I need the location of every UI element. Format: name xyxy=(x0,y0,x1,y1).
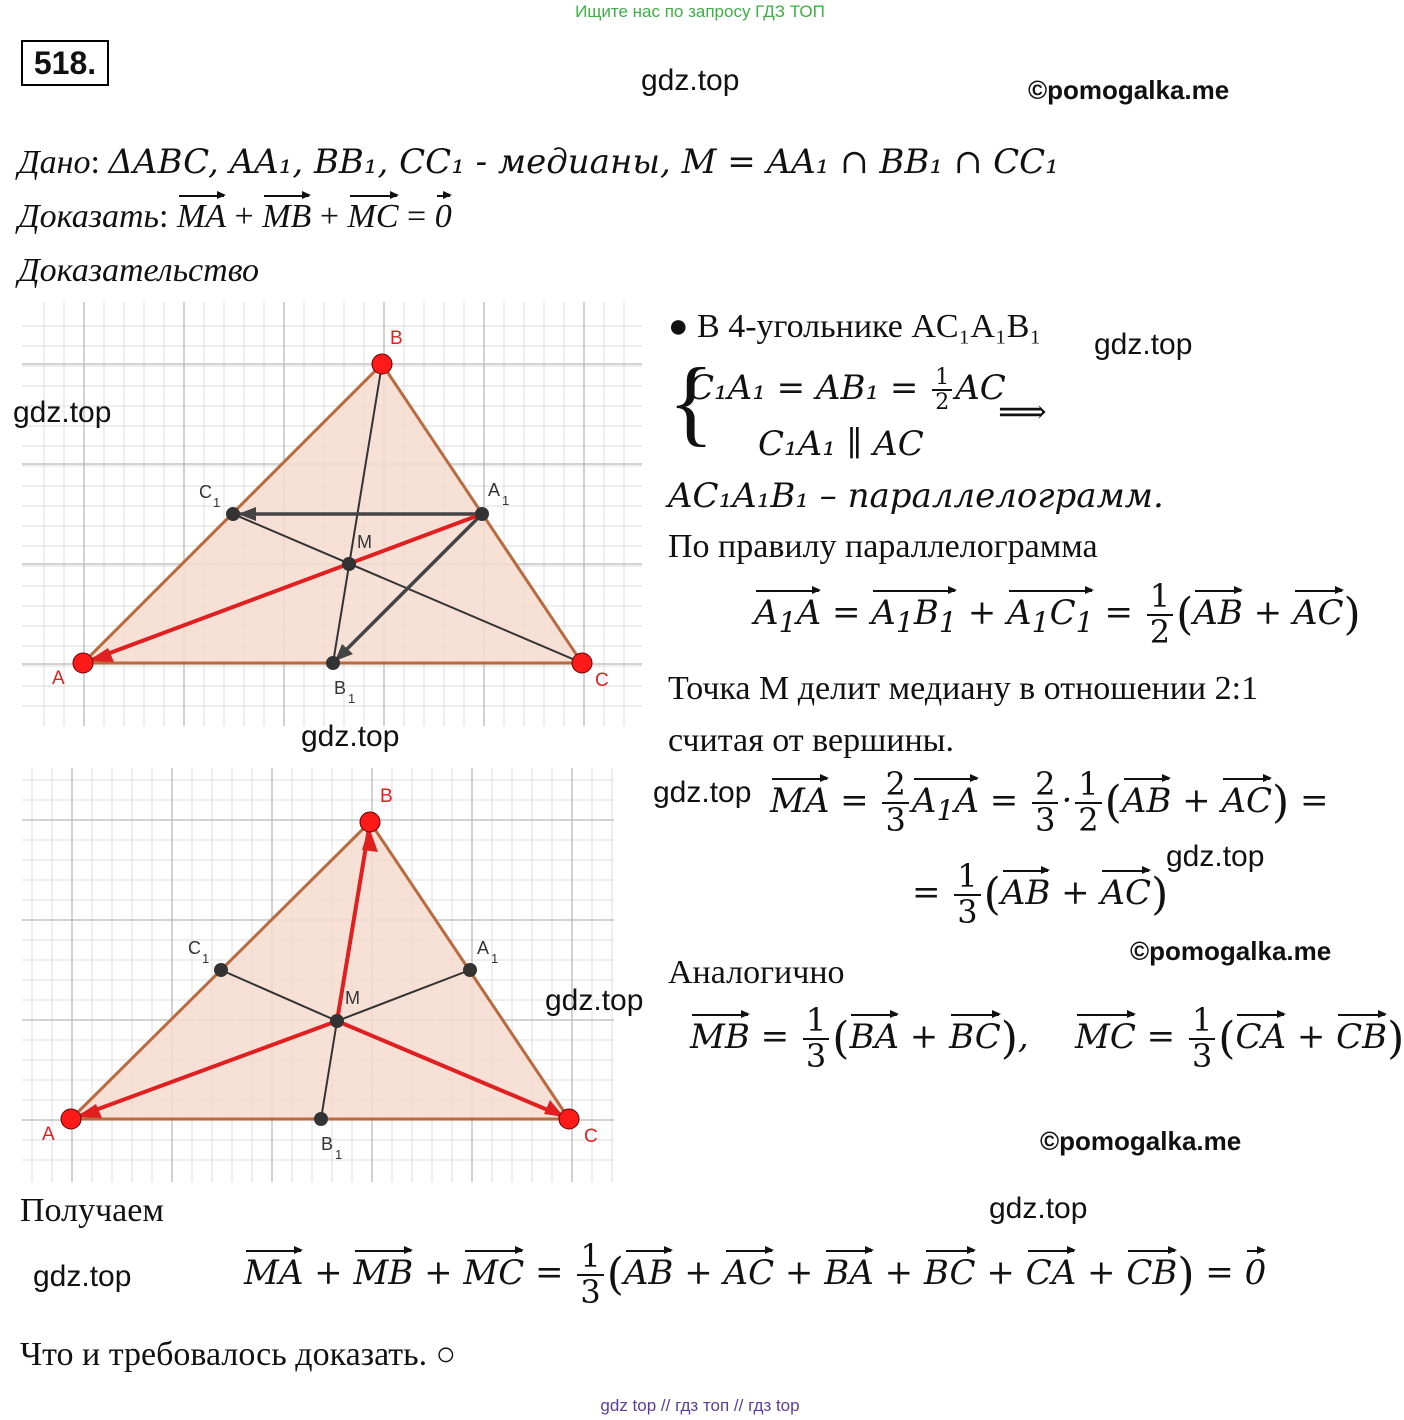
implies-arrow: ⟹ xyxy=(998,394,1047,431)
watermark-gdz: gdz.top xyxy=(301,720,400,753)
watermark-gdz: gdz.top xyxy=(1094,328,1193,361)
formula-final-sum: MA + MB + MC = $\frac{1}{3}$ (AB + AC + BA + BC + CA + CB) = 0 xyxy=(244,1237,1267,1311)
label-c1: C xyxy=(188,938,201,958)
watermark-gdz: gdz.top xyxy=(1166,840,1265,873)
label-a1: A xyxy=(488,480,501,500)
point-c1 xyxy=(226,507,240,521)
label-b1-sub: 1 xyxy=(348,691,356,706)
prove-line: Доказать: MA + MB + MC = 0 xyxy=(18,198,452,235)
label-m: M xyxy=(345,988,360,1008)
label-a1-sub: 1 xyxy=(502,493,510,508)
label-a: A xyxy=(42,1124,55,1145)
quadrilateral-intro xyxy=(668,308,1041,346)
label-c1-sub: 1 xyxy=(213,495,221,510)
label-b: B xyxy=(390,328,403,349)
point-c1 xyxy=(214,963,228,977)
watermark-pomogalka: ©pomogalka.me xyxy=(1130,936,1332,966)
point-a1 xyxy=(475,507,489,521)
formula-a1a: $A_1A = A_1B_1 + A_1C_1$ = $\frac{1}{2}$ (AB + AC) xyxy=(754,577,1361,651)
system-line-2: C₁A₁ ∥ AC xyxy=(758,424,924,464)
proof-label: Доказательство xyxy=(18,252,260,289)
label-b1: B xyxy=(321,1134,334,1154)
quadrilateral-intro-text: ● В 4-угольнике AC₁A₁B₁ xyxy=(668,308,1042,345)
watermark-gdz: gdz.top xyxy=(653,776,752,809)
watermark-gdz: gdz.top xyxy=(33,1260,132,1293)
result-label: Получаем xyxy=(20,1192,164,1229)
point-m xyxy=(330,1014,344,1028)
parallelogram-conclusion xyxy=(668,476,1164,516)
formula-mb: MB = $\frac{1}{3}$ (BA + BC), xyxy=(690,1001,1029,1075)
watermark-gdz: gdz.top xyxy=(545,984,644,1017)
formula-ma-result: = $\frac{1}{3}$ (AB + AC) xyxy=(912,857,1169,931)
label-c1: C xyxy=(199,482,212,502)
point-b1 xyxy=(326,656,340,670)
label-m: M xyxy=(357,532,372,552)
watermark-pomogalka: ©pomogalka.me xyxy=(1028,75,1230,105)
system-line-1-text: C₁A₁ = AB₁ = xyxy=(688,368,930,409)
diagram-median-construction xyxy=(22,302,642,726)
point-b xyxy=(372,354,392,374)
triangle-abc xyxy=(71,822,569,1119)
label-c1-sub: 1 xyxy=(202,951,210,966)
given-line: Дано: ΔABC, AA₁, BB₁, CC₁ - медианы, M = AA₁ ∩ BB₁ ∩ CC₁ xyxy=(18,142,1059,182)
formula-mc: MC = $\frac{1}{3}$ (CA + CB) xyxy=(1075,1001,1404,1075)
label-c: C xyxy=(595,670,609,691)
system-brace: { xyxy=(668,348,715,455)
formula-ma: MA = $\frac{2}{3}$ $A_1A$ = $\frac{2}{3}$ · $\frac{1}{2}$ (AB + AC) = xyxy=(770,765,1329,839)
label-c: C xyxy=(584,1126,598,1147)
point-c xyxy=(572,653,592,673)
label-a1-sub: 1 xyxy=(491,951,499,966)
watermark-gdz: gdz.top xyxy=(13,396,112,429)
label-b1-sub: 1 xyxy=(335,1147,343,1162)
label-b1: B xyxy=(334,678,347,698)
analog-label: Аналогично xyxy=(668,954,845,991)
label-a: A xyxy=(52,668,65,689)
search-hint-banner: Ищите нас по запросу ГДЗ ТОП xyxy=(575,2,825,21)
label-b: B xyxy=(380,786,393,807)
diagram-vector-sum xyxy=(22,768,614,1182)
qed-line: Что и требовалось доказать. ○ xyxy=(20,1336,457,1373)
point-a xyxy=(73,653,93,673)
prove-label: Доказать xyxy=(18,198,159,235)
watermark-gdz: gdz.top xyxy=(989,1192,1088,1225)
watermark-gdz: gdz.top xyxy=(641,64,740,97)
point-m xyxy=(342,557,356,571)
system-line-1: C₁A₁ = AB₁ = $\frac{1}{2}$ AC xyxy=(688,365,1006,416)
point-a1 xyxy=(463,963,477,977)
given-text: ΔABC, AA₁, BB₁, CC₁ - медианы, M = AA₁ ∩ BB₁ ∩ CC₁ xyxy=(108,142,1059,182)
point-a xyxy=(61,1109,81,1129)
watermark-pomogalka: ©pomogalka.me xyxy=(1040,1126,1242,1156)
footer-links[interactable]: gdz top // гдз топ // гдз top xyxy=(600,1396,800,1415)
parallelogram-conclusion-text: AC₁A₁B₁ – параллелограмм. xyxy=(668,476,1164,516)
given-label: Дано xyxy=(18,144,91,181)
point-b xyxy=(360,812,380,832)
point-b1 xyxy=(314,1112,328,1126)
parallelogram-rule: По правилу параллелограмма xyxy=(668,528,1098,565)
problem-number: 518. xyxy=(21,40,109,86)
point-c xyxy=(559,1109,579,1129)
label-a1: A xyxy=(477,938,490,958)
median-ratio-line1: Точка M делит медиану в отношении 2:1 xyxy=(668,670,1259,707)
median-ratio-line2: считая от вершины. xyxy=(668,722,954,759)
